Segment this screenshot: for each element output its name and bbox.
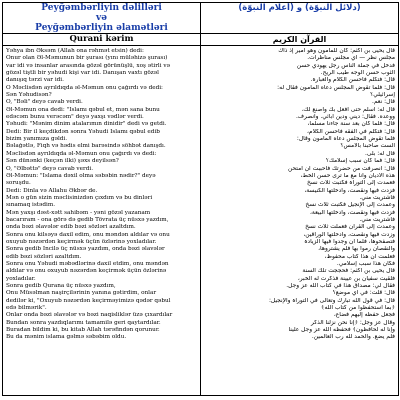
right-text-line: فكان هذا سبب إسلامي. xyxy=(336,260,395,267)
right-text-line: فزدت فيها ونقصت، وأدخلتها الكنيسة، xyxy=(304,187,395,194)
title-left-line1: Peyğəmbərliyin dəlilləri xyxy=(41,3,162,13)
left-text-line: Dedi: Dinla və Allahu Əkbər de. xyxy=(6,187,98,194)
left-text-line: Mən o gün sizin məclisinizdən çıxdım və bu dinləri xyxy=(6,194,153,201)
title-left-line3: Peyğəmbərliyin əlamətləri xyxy=(35,23,168,33)
right-text-line: قال: انصرفت من حضرتك فأحببت أن أمتحن xyxy=(288,165,395,172)
left-text-line: Bu da mənim islama gəlmə səbəbim oldu. xyxy=(6,334,127,341)
document-page xyxy=(2,2,398,398)
right-text-line: فجعل حفظه إليهم فضاع، xyxy=(333,312,395,319)
left-text-line: bizim yanımıza gəldi. xyxy=(6,136,68,143)
right-text-line: فاشتريت مني. xyxy=(359,216,395,223)
title-right-cell xyxy=(201,3,399,34)
right-text-line: قال يحيى بن أكثم: كان للمأمون وهو أمير إذ ذاك xyxy=(278,48,395,54)
right-text-block xyxy=(201,46,398,395)
left-text-line: Onur olan Əl-Məmunun bir şurası (yını müləhizə şurası) xyxy=(6,55,168,62)
right-text-line: قال له: أسلم حتى أفعل بك وأصنع لك، xyxy=(301,106,395,113)
right-text-line: إسرائيلي؟ xyxy=(370,92,395,99)
left-text-line: Mən yaxşı dəst-xətt sahibəm - yəni gözəl yazanam xyxy=(6,209,151,216)
right-text-line: قال يحيى بن أكثم: فحججت تلك السنة xyxy=(302,268,395,275)
right-text-line: فاشتريت مني. xyxy=(359,194,395,201)
left-text-line: edə bilmərik". xyxy=(6,305,47,312)
left-text-line: Buradan bildim ki, bu kitab Allah tərəfindən qorunur. xyxy=(6,327,160,334)
right-text-line: قال: فتكلم في الفقه فأحسن الكلام، xyxy=(307,128,395,135)
left-text-line: edib bəzi sözləri azaltdım. xyxy=(6,253,82,260)
body-right-cell xyxy=(201,46,399,396)
left-text-line: Bundan sonra yazdıqlarımı tamamilə geri qaytardılar. xyxy=(6,319,161,326)
body-left-cell xyxy=(3,46,201,396)
left-text-line: aldılar və onu oxuyub nəzərdən keçirmək üçün özlərinə xyxy=(6,268,167,275)
left-text-line: dedilər ki, "Oxuyub nəzərdən keçirməyimizə qədər qəbul xyxy=(6,297,171,304)
left-text-line: Yəhudi: "Mənim dinim atalarımın dinidir" dedi və getdi. xyxy=(6,121,167,128)
right-text-line: قال: نعم. xyxy=(371,99,395,106)
right-text-line: فلقيت سفيان بن عيينة فذكرت له الخبر، xyxy=(297,275,395,282)
left-text-line: Əl-Məmun ona dedi: "İslamı qəbul et, mən sana bunu xyxy=(6,106,160,113)
left-text-line: bacarıram - ona görə də gedib Tövrata üç nüsxə yazdım, xyxy=(6,216,169,223)
right-text-line: فلم يضع. والحمد لله رب العالمين. xyxy=(311,334,395,341)
left-text-line: onda bəzi əlavələr edib bəzi sözləri azaltdım. xyxy=(6,224,136,231)
right-text-line: مجلس نظر — أي مجلس مناظرات. xyxy=(307,55,395,62)
left-text-line: Onlar onda bəzi əlavələr və bəzi naqisliklər üzə çıxardılar xyxy=(6,312,173,319)
right-text-line: وعمدت إلى القرآن فعملت ثلاث نسخ xyxy=(305,224,395,231)
right-text-line: وإنا له لحافظون﴾ فحفظه الله عز وجل علينا xyxy=(288,327,395,334)
left-text-line: edəcəm bunu verəcəm" deyə yaxşı vədlər verdi. xyxy=(6,114,144,121)
left-text-line: soruşdu. xyxy=(6,180,31,187)
right-text-line: قال: في قول الله تبارك وتعالى في التوراة والإنجيل: xyxy=(268,297,395,304)
right-text-line: قال: قلت: في أي موضع؟ xyxy=(332,290,395,297)
left-text-line: Sən Yəhudisən? xyxy=(6,92,52,99)
right-text-line: ألست صاحبنا بالأمس؟ xyxy=(340,143,395,150)
right-text-line: قال: فلما تقوض المجلس دعاه المأمون فقال له: xyxy=(277,84,395,91)
right-text-line: فعمدت إلى التوراة فكتبت ثلاث نسخ xyxy=(306,180,395,187)
right-text-line: فتصفحوها، فلما أن وجدوا فيها الزيادة xyxy=(304,238,395,245)
left-text-line: sınamaq istədim. xyxy=(6,202,56,209)
right-text-line: والنقصان رموا بها فلم يشتروها، xyxy=(318,246,395,253)
left-text-line: oxuyub nəzərdən keçirmək üçün özlərinə yoxladılar. xyxy=(6,238,157,245)
right-text-line: ووعده. فقال: ديني ودين آبائي. وانصرف. xyxy=(296,114,395,121)
right-text-line: فعلمت أن هذا كتاب محفوظ، xyxy=(324,253,395,260)
subheader-left: Qurani kərim xyxy=(3,34,201,46)
left-text-line: Sən dünənki (keçən ilki) şəxs deyilsən? xyxy=(6,158,119,165)
right-text-line: هذه الأديان وأنا مع ما ترى حسن الخط، xyxy=(300,172,395,179)
left-text-block xyxy=(3,46,200,395)
left-text-line: O, "Bəli" deyə cavab verdi. xyxy=(6,99,83,106)
title-left-line2: və xyxy=(96,13,107,23)
right-text-line: وزدت فيها ونقصت، وأدخلتها الوراقين، xyxy=(303,231,395,238)
left-text-line: Dedi: Bir il keçdikdən sonra Yəhudi İslamı qəbul edib xyxy=(6,128,160,135)
left-text-line: Onu Müsəlman naşirçilərinin yanına gətirdim, onlar xyxy=(6,290,157,297)
right-text-line: قال: فما كان سبب إسلامك؟ xyxy=(325,158,395,165)
right-text-line: فدخل في جملة الناس رجل يهودي حسن xyxy=(296,62,395,69)
subheader-right: القرآن الكريم xyxy=(201,34,399,46)
left-text-line: Sonra onu Yəhudi məbədlərinə daxil etdim, onu məndən xyxy=(6,260,169,267)
left-text-line: var idi və insanlar arasında gözəl görünüşlü, xoş ətirli və xyxy=(6,62,170,69)
right-text-line: الثوب حسن الوجه طيب الريح. xyxy=(320,70,395,77)
left-text-line: danışıq tərzi var idi. xyxy=(6,77,64,84)
body-row xyxy=(3,46,399,396)
left-text-line: Yəhya ibn Əksəm (Allah ona rəhmət etsin) dedi: xyxy=(6,48,144,54)
title-right: (دلائل النبوّة) و (أعلام النبوّة) xyxy=(238,3,361,13)
right-text-line: ﴿بما استحفظوا من كتاب الله﴾ xyxy=(321,305,395,312)
right-text-line: فلما تقوض المجلس دعاه المأمون وقال: xyxy=(296,136,395,143)
left-text-line: O Məclisdən ayrıldıqda əl-Məmun onu çağırdı və dedi: xyxy=(6,84,163,91)
right-text-line: وعمدت إلى الإنجيل فكتبت ثلاث نسخ xyxy=(305,202,395,209)
right-text-line: قال له: بلى. xyxy=(365,150,395,157)
right-text-line: وقال عز وجل: ﴿إنا نحن نزلنا الذكر xyxy=(311,319,395,326)
left-text-line: Sonra gedib İncilə üç nüsxə yazdım, onda bəzi əlavələr xyxy=(6,246,165,253)
title-row xyxy=(3,3,399,34)
left-text-line: gözəl tiştli bir yəhudi kişi var idi. Danışan vaxtı gözəl xyxy=(6,70,159,77)
left-text-line: Məclisdən ayrıldıqda əl-Məmun onu çağırdı və dedi: xyxy=(6,150,157,157)
left-text-line: Sonra gedib Qurana üç nüsxə yazdım, xyxy=(6,283,116,289)
left-text-line: Əl-Məmun: "İslama dəxil olma səbəbin nədir?" deyə xyxy=(6,172,156,179)
bilingual-table xyxy=(2,2,399,396)
right-text-line: قال: فتكلم فأحسن الكلام والعبارة. xyxy=(310,77,395,84)
left-text-line: Bəlağətlə, Fiqh və hədis elmi barəsində söhbət danışdı. xyxy=(6,143,166,150)
left-text-line: yoxladılar. xyxy=(6,275,36,282)
left-text-line: Sonra onu kilsəyə daxil edim, onu məndən aldılar və onu xyxy=(6,231,170,238)
subheader-row xyxy=(3,34,399,46)
title-left-cell xyxy=(3,3,201,34)
left-text-line: O, "Əlbəttə" deyə cavab verdi. xyxy=(6,165,93,172)
right-text-line: فزدت فيها ونقصت، وأدخلتها البيعة، xyxy=(310,209,395,216)
right-text-line: فقال لي: مصداق هذا في كتاب الله عز وجل. xyxy=(286,283,395,289)
right-text-line: قال: فلما كان بعد سنة جاءنا مسلماً، xyxy=(307,121,395,128)
